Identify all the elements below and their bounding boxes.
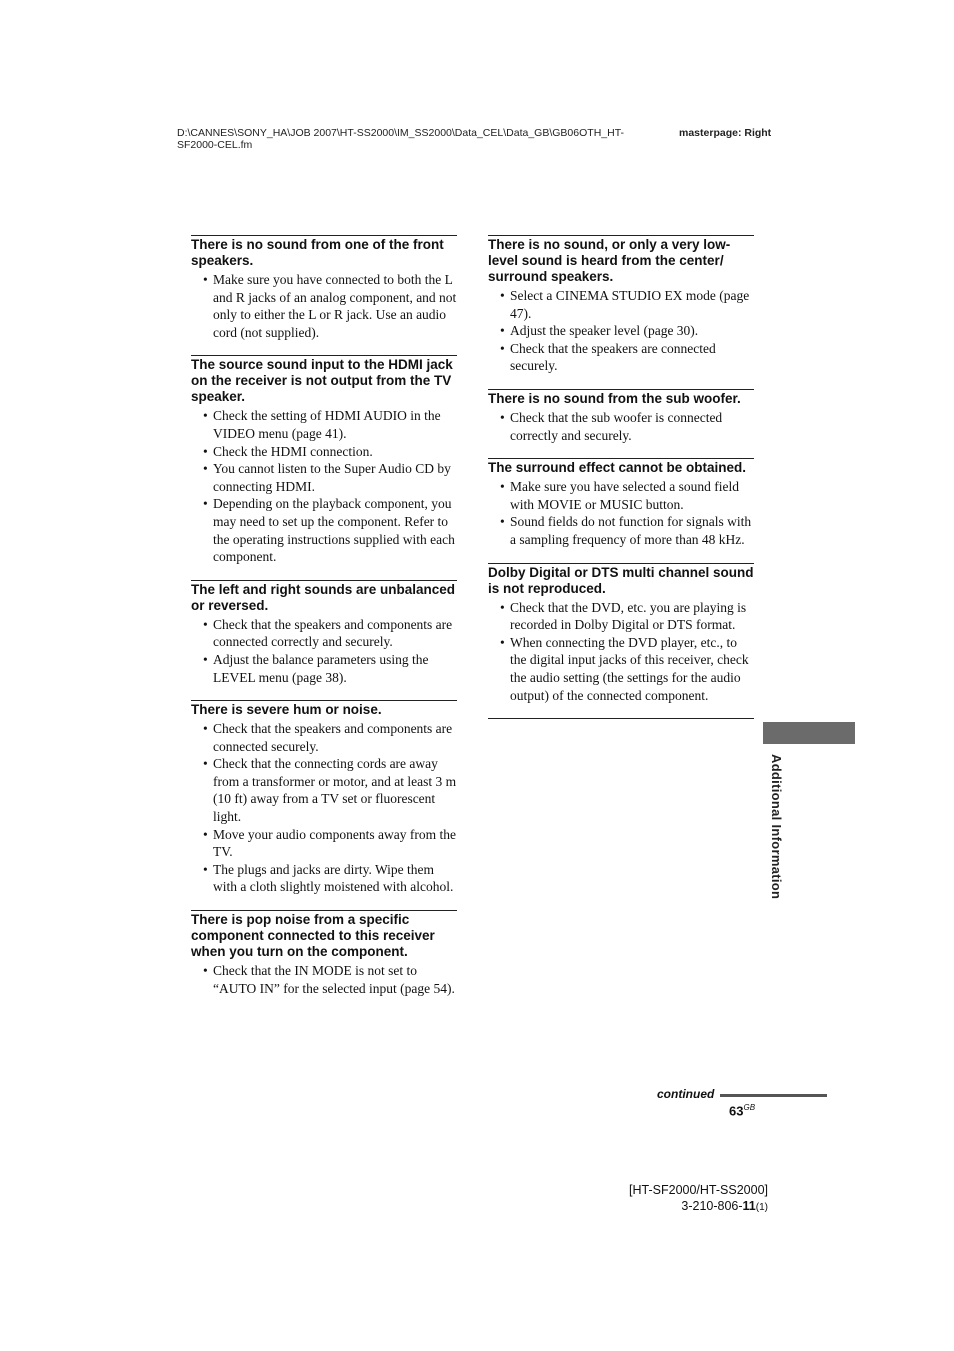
footer-model-code xyxy=(629,1198,768,1216)
section-bullet-list xyxy=(191,407,457,565)
list-item: • Adjust the speaker level (page 30). xyxy=(488,322,754,340)
list-item: • Check the setting of HDMI AUDIO in the VIDEO menu (page 41). xyxy=(191,407,457,442)
section-bullet-list xyxy=(191,271,457,341)
page-number-suffix: GB xyxy=(743,1103,756,1112)
right-column xyxy=(488,235,754,719)
troubleshooting-section xyxy=(191,700,457,896)
footer-model-name: [HT-SF2000/HT-SS2000] xyxy=(629,1183,768,1197)
list-item: • Sound fields do not function for signals with a sampling frequency of more than 48 kHz. xyxy=(488,513,754,548)
section-bullet-list xyxy=(191,616,457,686)
section-heading: The surround effect cannot be obtained. xyxy=(488,460,747,476)
footer-model-info xyxy=(629,1182,768,1216)
section-bullet-list xyxy=(488,409,754,444)
list-item: • Make sure you have connected to both the L and R jacks of an analog component, and not only to either the L or R jack. Use an audio cord (not supplied). xyxy=(191,271,457,341)
list-item: • Check that the speakers and components are connected securely. xyxy=(191,720,457,755)
section-bullet-list xyxy=(488,599,754,705)
header-file-path: D:\CANNES\SONY_HA\JOB 2007\HT-SS2000\IM_SS2000\Data_CEL\Data_GB\GB06OTH_HT-SF2000-CEL.fm xyxy=(177,127,625,151)
section-heading: There is no sound from the sub woofer. xyxy=(488,390,741,406)
list-item: • Check that the IN MODE is not set to “AUTO IN” for the selected input (page 54). xyxy=(191,962,457,997)
section-heading: The source sound input to the HDMI jack on the receiver is not output from the TV speaker. xyxy=(191,357,453,405)
troubleshooting-section xyxy=(488,563,754,705)
troubleshooting-section xyxy=(191,355,457,565)
page-number xyxy=(729,1103,755,1118)
section-bullet-list xyxy=(488,478,754,548)
troubleshooting-section xyxy=(191,580,457,686)
list-item: • The plugs and jacks are dirty. Wipe them with a cloth slightly moistened with alcohol. xyxy=(191,861,457,896)
section-tab-label: Additional Information xyxy=(769,754,784,900)
section-heading: There is no sound from one of the front speakers. xyxy=(191,237,444,268)
list-item: • Select a CINEMA STUDIO EX mode (page 47). xyxy=(488,287,754,322)
list-item: • Check that the speakers are connected securely. xyxy=(488,340,754,375)
section-bullet-list xyxy=(191,962,457,997)
footer-code-bold: 11 xyxy=(742,1199,756,1213)
list-item: • Check the HDMI connection. xyxy=(191,443,457,461)
section-bullet-list xyxy=(191,720,457,896)
footer-code-suffix: (1) xyxy=(755,1202,768,1213)
section-heading: There is pop noise from a specific component connected to this receiver when you turn on the component. xyxy=(191,912,435,960)
page-number-value: 63 xyxy=(729,1103,744,1119)
section-heading: Dolby Digital or DTS multi channel sound is not reproduced. xyxy=(488,564,754,596)
list-item: • Adjust the balance parameters using the LEVEL menu (page 38). xyxy=(191,651,457,686)
troubleshooting-section xyxy=(488,235,754,375)
troubleshooting-section xyxy=(191,910,457,997)
continued-label: continued xyxy=(657,1087,715,1101)
troubleshooting-section xyxy=(488,458,754,548)
list-item: • Check that the DVD, etc. you are playing is recorded in Dolby Digital or DTS format. xyxy=(488,599,754,634)
list-item: • Check that the sub woofer is connected correctly and securely. xyxy=(488,409,754,444)
left-column xyxy=(191,235,457,1011)
header-masterpage: masterpage: Right xyxy=(679,127,772,139)
section-heading: There is no sound, or only a very low-level sound is heard from the center/ surround speakers. xyxy=(488,237,731,284)
section-heading: There is severe hum or noise. xyxy=(191,702,382,718)
column-end-rule xyxy=(488,718,754,719)
continued-bar xyxy=(720,1094,827,1097)
section-bullet-list xyxy=(488,287,754,375)
list-item: • Move your audio components away from the TV. xyxy=(191,826,457,861)
list-item: • Depending on the playback component, you may need to set up the component. Refer to the operating instructions supplied with each component. xyxy=(191,495,457,565)
troubleshooting-section xyxy=(488,389,754,444)
list-item: • You cannot listen to the Super Audio CD by connecting HDMI. xyxy=(191,460,457,495)
section-heading: The left and right sounds are unbalanced or reversed. xyxy=(191,581,456,613)
section-tab-marker xyxy=(763,722,855,744)
list-item: • Check that the speakers and components are connected correctly and securely. xyxy=(191,616,457,651)
list-item: • Check that the connecting cords are away from a transformer or motor, and at least 3 m (10 ft) away from a TV set or fluorescent light. xyxy=(191,755,457,825)
footer-code-prefix: 3-210-806- xyxy=(681,1199,743,1213)
list-item: • Make sure you have selected a sound field with MOVIE or MUSIC button. xyxy=(488,478,754,513)
list-item: • When connecting the DVD player, etc., to the digital input jacks of this receiver, check the audio setting (the settings for the audio output) of the connected component. xyxy=(488,634,754,704)
troubleshooting-section xyxy=(191,235,457,341)
